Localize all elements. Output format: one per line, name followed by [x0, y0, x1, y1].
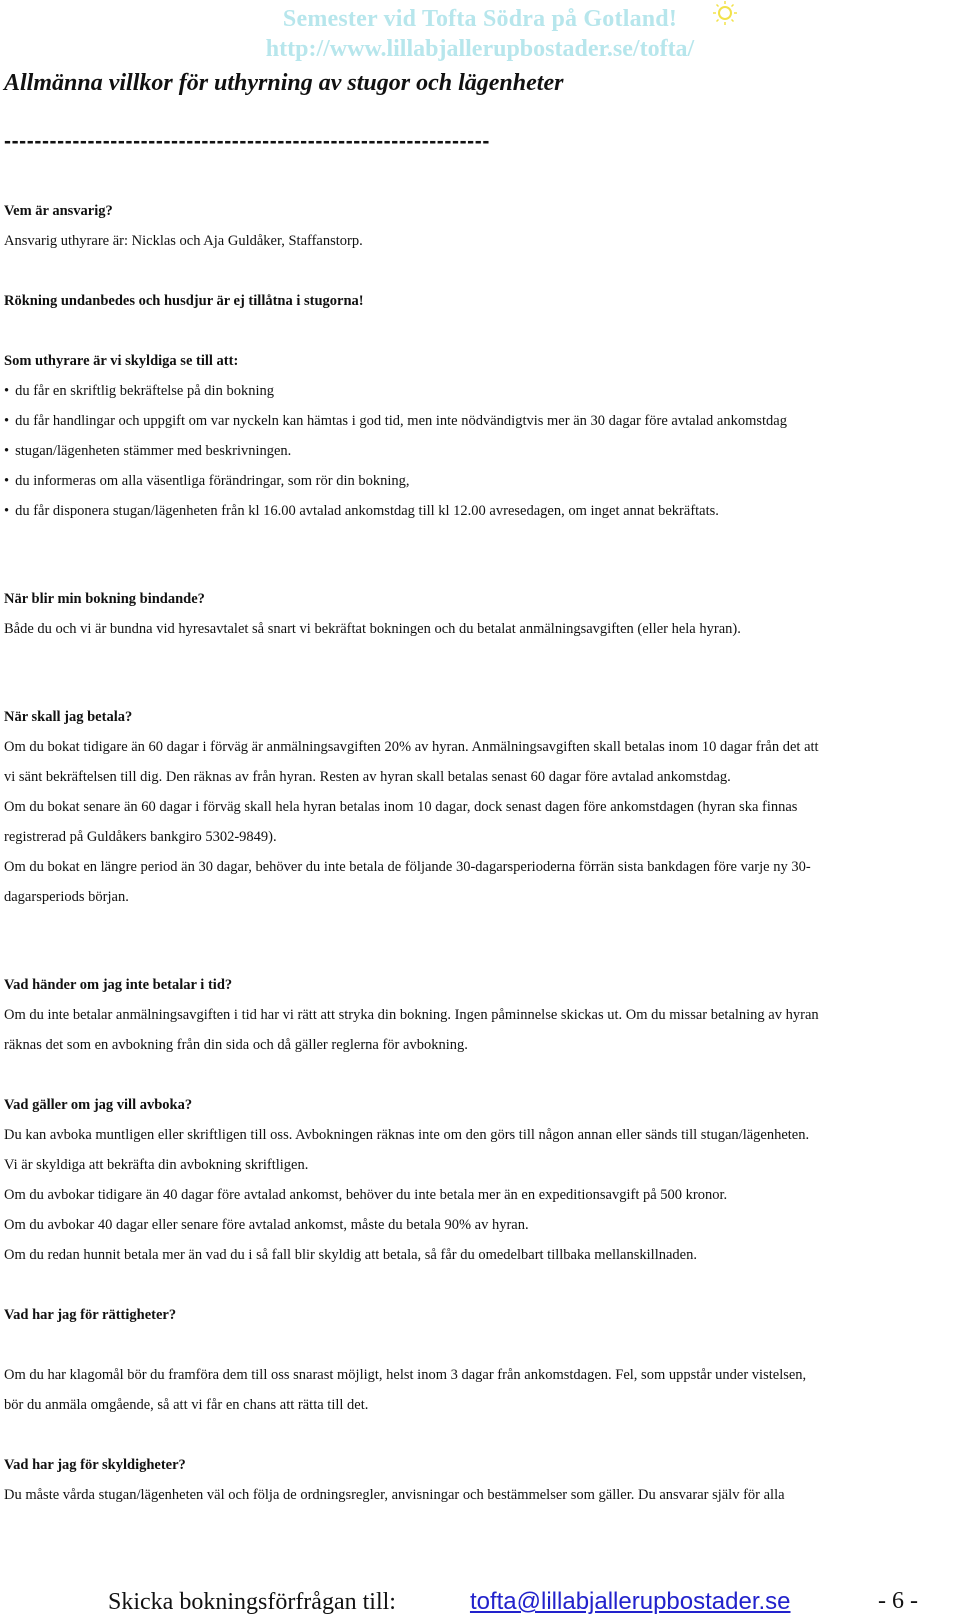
section-heading: Vad gäller om jag vill avboka? [4, 1097, 193, 1113]
paragraph-line: Om du bokat tidigare än 60 dagar i förväg är anmälningsavgiften 20% av hyran. Anmälningsavgiften skall betalas inom 10 dagar från det att [4, 739, 819, 755]
paragraph-line: bör du anmäla omgående, så att vi får en chans att rätta till det. [4, 1397, 369, 1413]
paragraph-line: vi sänt bekräftelsen till dig. Den räknas av från hyran. Resten av hyran skall betalas senast 60 dagar före avtalad ankomstdag. [4, 769, 731, 785]
section-heading: Vad har jag för skyldigheter? [4, 1457, 186, 1473]
section-heading: Vad har jag för rättigheter? [4, 1307, 177, 1323]
list-item: • du får handlingar och uppgift om var nyckeln kan hämtas i god tid, men inte nödvändigtvis mer än 30 dagar före avtalad ankomstdag [4, 406, 954, 436]
paragraph-line: dagarsperiods början. [4, 889, 129, 905]
paragraph-line: Om du redan hunnit betala mer än vad du i så fall blir skyldig att betala, så får du omedelbart tillbaka mellanskillnaden. [4, 1247, 697, 1263]
list-item: • stugan/lägenheten stämmer med beskrivningen. [4, 436, 954, 466]
sun-icon [712, 0, 738, 26]
paragraph-line: Vi är skyldiga att bekräfta din avbokning skriftligen. [4, 1157, 309, 1173]
paragraph-line: Om du inte betalar anmälningsavgiften i tid har vi rätt att stryka din bokning. Ingen påminnelse skickas ut. Om du missar betalning av hyran [4, 1007, 819, 1023]
paragraph-line: Du måste vårda stugan/lägenheten väl och följa de ordningsregler, anvisningar och bestämmelser som gäller. Du ansvarar själv för alla [4, 1487, 785, 1503]
terms-content [4, 196, 954, 1510]
paragraph-line: Om du bokat senare än 60 dagar i förväg skall hela hyran betalas inom 10 dagar, dock senast dagen före ankomstdagen (hyran ska finnas [4, 799, 798, 815]
page-footer [108, 1588, 948, 1616]
document-title: Allmänna villkor för uthyrning av stugor och lägenheter [4, 70, 564, 96]
paragraph-line: Du kan avboka muntligen eller skriftligen till oss. Avbokningen räknas inte om den görs till någon annan eller sänds till stugan/lägenheten. [4, 1127, 810, 1143]
paragraph: Ansvarig uthyrare är: Nicklas och Aja Guldåker, Staffanstorp. [4, 233, 363, 249]
section-heading: Som uthyrare är vi skyldiga se till att: [4, 353, 239, 369]
notice: Rökning undanbedes och husdjur är ej tillåtna i stugorna! [4, 293, 364, 309]
paragraph-line: räknas det som en avbokning från din sida och då gäller reglerna för avbokning. [4, 1037, 468, 1053]
section-heading: När blir min bokning bindande? [4, 591, 205, 607]
section-heading: När skall jag betala? [4, 709, 133, 725]
paragraph: Både du och vi är bundna vid hyresavtalet så snart vi bekräftat bokningen och du betalat anmälningsavgiften (eller hela hyran). [4, 621, 741, 637]
paragraph-line: Om du bokat en längre period än 30 dagar, behöver du inte betala de följande 30-dagarsperioderna förrän sista bankdagen före varje ny 30- [4, 859, 811, 875]
list-item: • du informeras om alla väsentliga förändringar, som rör din bokning, [4, 466, 954, 496]
footer-label: Skicka bokningsförfrågan till: [108, 1589, 396, 1615]
list-item: • du får en skriftlig bekräftelse på din bokning [4, 376, 954, 406]
site-header [0, 4, 960, 64]
section-heading: Vem är ansvarig? [4, 203, 113, 219]
paragraph-line: Om du har klagomål bör du framföra dem till oss snarast möjligt, helst inom 3 dagar från ankomstdagen. Fel, som uppstår under vistelsen, [4, 1367, 807, 1383]
divider: ---------------------------------------------------------------- [4, 130, 490, 153]
page-number: - 6 - [878, 1588, 918, 1614]
header-title: Semester vid Tofta Södra på Gotland! [282, 6, 678, 32]
paragraph-line: registrerad på Guldåkers bankgiro 5302-9849). [4, 829, 277, 845]
email-link[interactable]: tofta@lillabjallerupbostader.se [469, 1588, 791, 1615]
paragraph-line: Om du avbokar tidigare än 40 dagar före avtalad ankomst, behöver du inte betala mer än en expeditionsavgift på 500 kronor. [4, 1187, 728, 1203]
section-heading: Vad händer om jag inte betalar i tid? [4, 977, 233, 993]
paragraph-line: Om du avbokar 40 dagar eller senare före avtalad ankomst, måste du betala 90% av hyran. [4, 1217, 529, 1233]
header-url[interactable]: http://www.lillabjallerupbostader.se/tofta/ [265, 36, 695, 62]
list-item: • du får disponera stugan/lägenheten från kl 16.00 avtalad ankomstdag till kl 12.00 avresedagen, om inget annat bekräftats. [4, 496, 954, 526]
